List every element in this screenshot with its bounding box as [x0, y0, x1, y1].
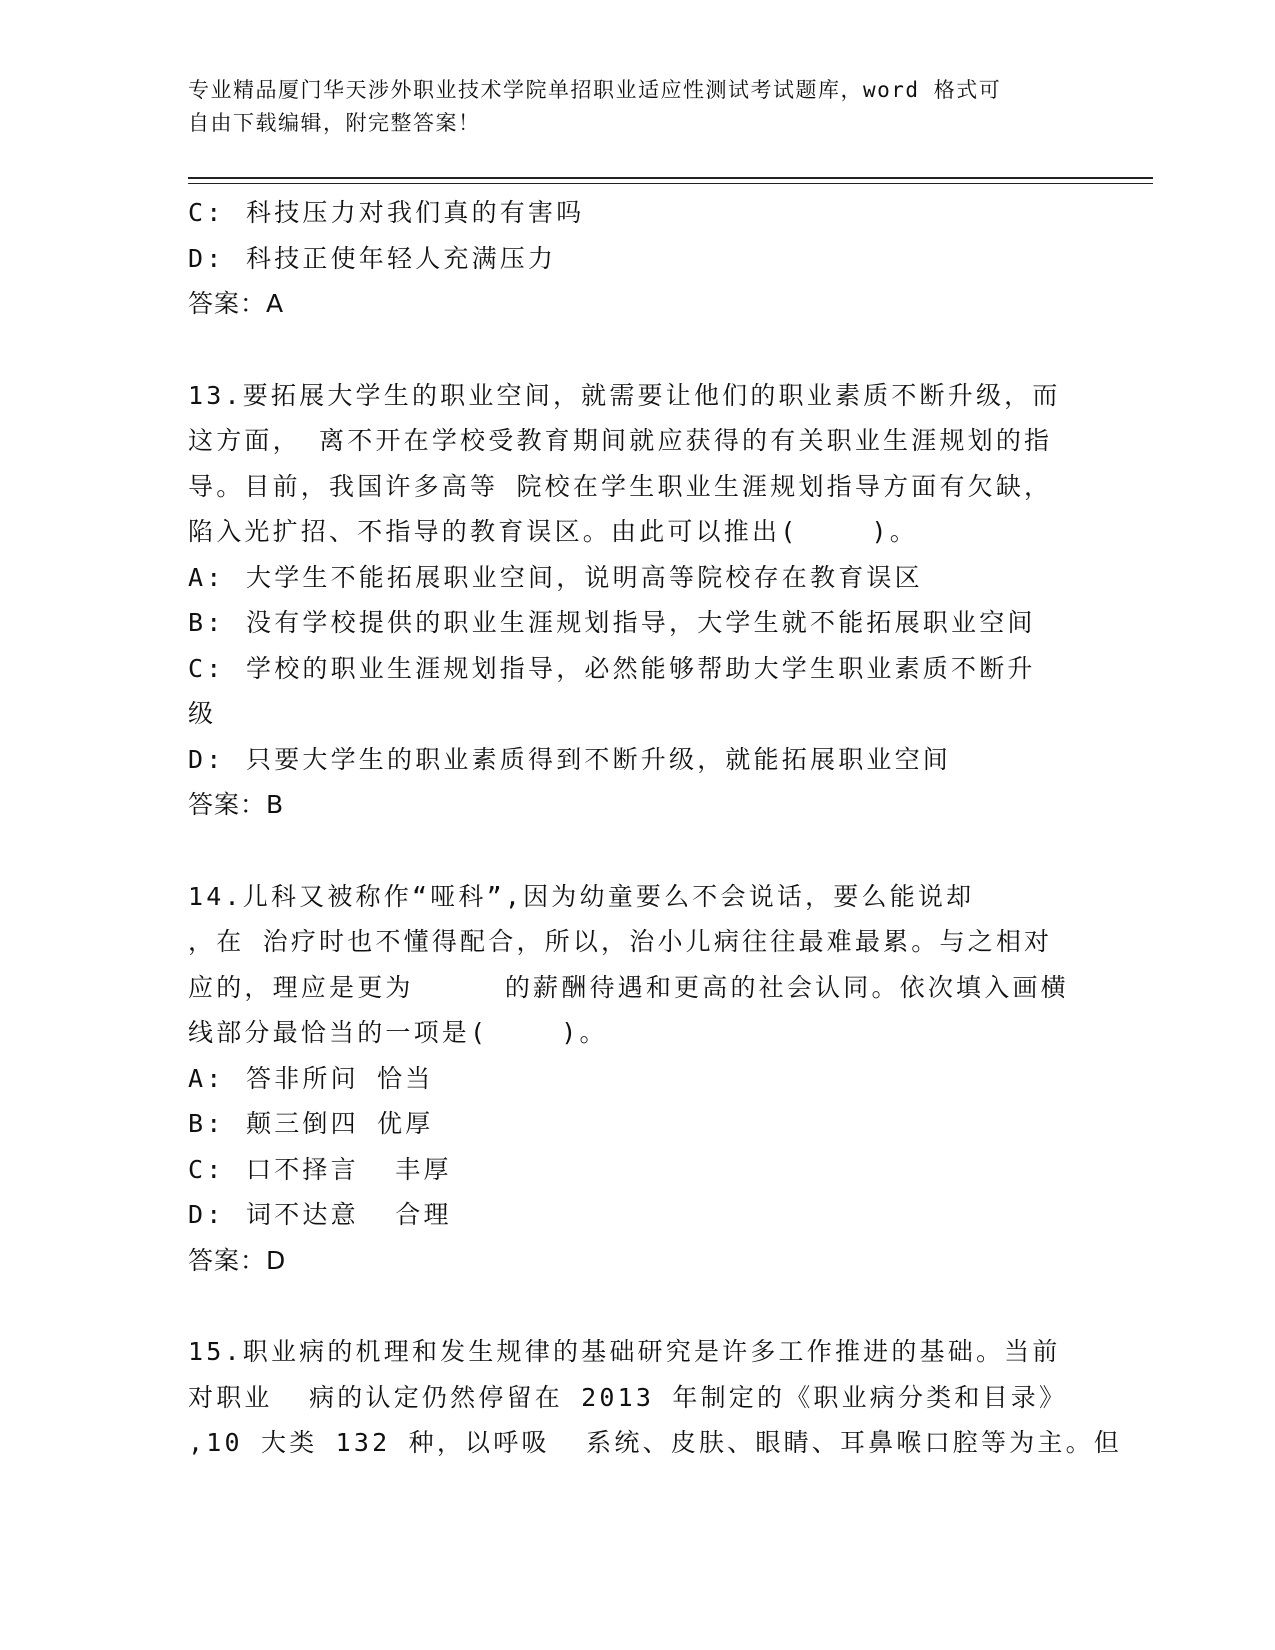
option-text: 没有学校提供的职业生涯规划指导，大学生就不能拓展职业空间: [246, 608, 1036, 637]
option-a: [188, 555, 1088, 601]
question-stem-line: 14.儿科又被称作“哑科”,因为幼童要么不会说话，要么能说却: [188, 881, 975, 911]
option-key: C:: [188, 1154, 225, 1184]
option-b: [188, 600, 1088, 646]
option-key: C:: [188, 198, 225, 227]
question-stem-line: 对职业 病的认定仍然停留在 2013 年制定的《职业病分类和目录》: [188, 1382, 1068, 1412]
question-stem-line: 陷入光扩招、不指导的教育误区。由此可以推出( )。: [188, 517, 918, 546]
question-stem-line: 13.要拓展大学生的职业空间，就需要让他们的职业素质不断升级，而: [188, 380, 1061, 410]
option-key: A:: [188, 1063, 225, 1093]
option-b: [188, 1101, 1088, 1147]
spacer: [188, 828, 1088, 874]
option-key: A:: [188, 562, 225, 592]
option-c: [188, 190, 1088, 236]
question-stem-line: 15.职业病的机理和发生规律的基础研究是许多工作推进的基础。当前: [188, 1337, 1061, 1366]
option-text: 大学生不能拓展职业空间，说明高等院校存在教育误区: [246, 562, 923, 592]
option-d: [188, 1192, 1088, 1238]
option-key: D:: [188, 243, 225, 273]
spacer: [188, 1283, 1088, 1329]
option-text: 只要大学生的职业素质得到不断升级，就能拓展职业空间: [246, 744, 952, 774]
question-12: [188, 190, 1088, 327]
header-rule-thick: [188, 177, 1153, 179]
question-stem-line: ,10 大类 132 种，以呼吸 系统、皮肤、眼睛、耳鼻喉口腔等为主。但: [188, 1428, 1122, 1457]
option-key: B:: [188, 608, 225, 637]
option-d: [188, 236, 1088, 282]
spacer: [188, 327, 1088, 373]
option-text: 答非所问 恰当: [246, 1063, 434, 1093]
page-header: [188, 74, 1068, 140]
option-text: 口不择言 丰厚: [246, 1154, 452, 1184]
option-text: 词不达意 合理: [246, 1200, 452, 1229]
option-c-continuation: 级: [188, 699, 217, 728]
header-rule-thin: [188, 183, 1153, 184]
option-key: B:: [188, 1109, 225, 1138]
option-key: D:: [188, 1200, 225, 1229]
option-c: [188, 1147, 1088, 1193]
header-line-2: 自由下载编辑，附完整答案！: [188, 111, 481, 135]
question-14: [188, 874, 1088, 1284]
option-a: [188, 1056, 1088, 1102]
option-text: 颠三倒四 优厚: [246, 1109, 434, 1138]
option-text: 科技压力对我们真的有害吗: [246, 198, 585, 227]
answer-line: 答案：A: [188, 289, 285, 318]
question-stem-line: 这方面， 离不开在学校受教育期间就应获得的有关职业生涯规划的指: [188, 426, 1053, 455]
question-13: [188, 373, 1088, 828]
document-body: [188, 190, 1122, 1466]
question-stem-line: 应的，理应是更为 的薪酬待遇和更高的社会认同。依次填入画横: [188, 972, 1069, 1002]
option-text: 科技正使年轻人充满压力: [246, 243, 557, 273]
header-line-1: 专业精品厦门华天涉外职业技术学院单招职业适应性测试考试题库，word 格式可: [188, 78, 1002, 102]
question-stem-line: 线部分最恰当的一项是( )。: [188, 1018, 608, 1047]
option-d: [188, 737, 1088, 783]
option-c: [188, 646, 1088, 692]
question-stem-line: 导。目前，我国许多高等 院校在学生职业生涯规划指导方面有欠缺，: [188, 471, 1053, 501]
question-stem-line: ，在 治疗时也不懂得配合，所以，治小儿病往往最难最累。与之相对: [188, 927, 1053, 956]
option-text: 学校的职业生涯规划指导，必然能够帮助大学生职业素质不断升: [246, 653, 1036, 683]
answer-line: 答案：D: [188, 1245, 287, 1275]
option-key: D:: [188, 744, 225, 774]
question-15: [188, 1329, 1122, 1466]
option-key: C:: [188, 653, 225, 683]
answer-line: 答案：B: [188, 790, 285, 819]
